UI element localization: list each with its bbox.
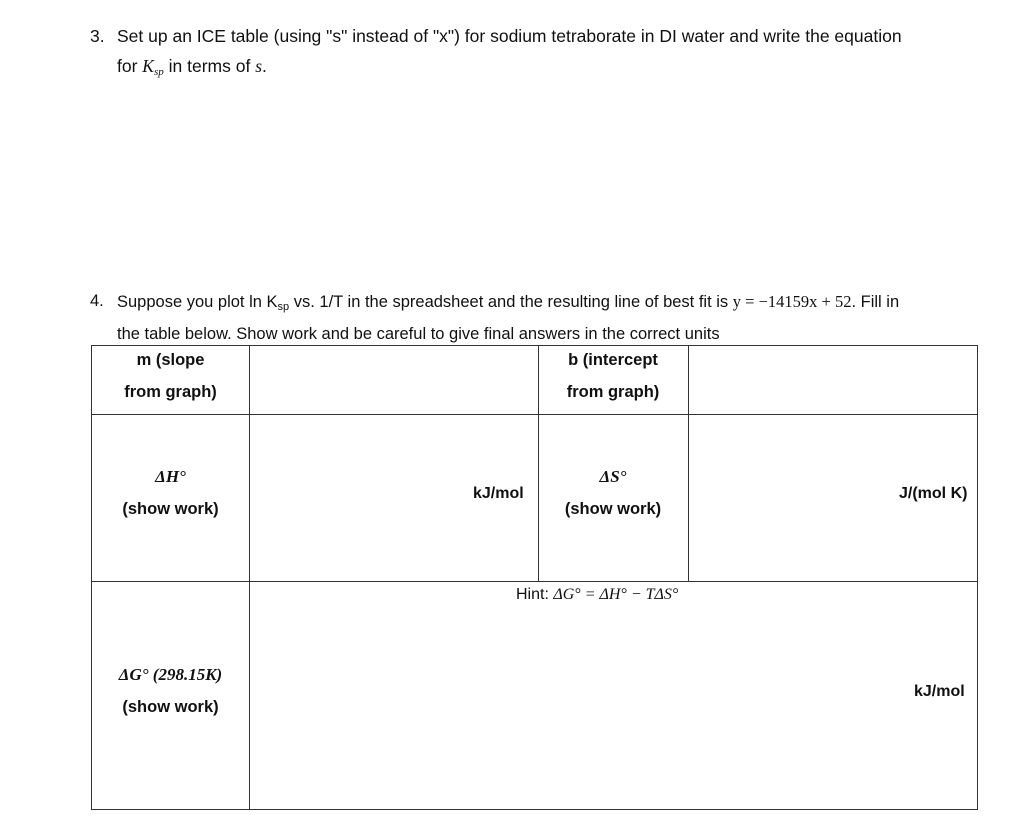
q4-ksp-subscript: sp [277,301,290,313]
b-intercept-label-line-1: b (intercept [568,351,658,369]
q3-period: . [262,56,267,76]
q3-text-interms: in terms of [163,56,256,76]
ksp-subscript: sp [153,66,164,78]
row-divider-2 [92,581,977,582]
col-divider-label [249,346,250,810]
question-3-line-1: Set up an ICE table (using "s" instead of "x") for sodium tetraborate in DI water and write the equation [117,26,902,46]
delta-s-symbol: ΔS° [599,467,627,486]
question-4-number: 4. [90,292,104,310]
q3-text-for: for [117,56,143,76]
col-divider-label-2 [688,346,689,582]
hint-text [516,586,678,604]
question-3-number: 3. [90,26,105,46]
delta-h-show-work: (show work) [122,500,219,518]
delta-h-unit: kJ/mol [473,485,524,502]
s-variable: s [255,56,262,76]
question-4 [90,288,899,348]
best-fit-equation: y = −14159x + 52 [732,292,852,311]
b-intercept-label-line-2: from graph) [566,383,660,401]
delta-s-show-work: (show work) [564,500,662,518]
hint-equation: ΔG° = ΔH° − TΔS° [553,586,679,603]
answer-table [91,345,978,810]
q4-text-mid: vs. 1/T in the spreadsheet and the resulting line of best fit is [289,293,733,311]
q4-text-plot: Suppose you plot ln K [117,293,278,311]
hint-label: Hint: [516,586,554,603]
delta-h-label [92,461,249,525]
ksp-symbol: K [142,56,154,76]
delta-g-symbol: ΔG° (298.15K) [118,665,223,684]
row-divider-1 [92,414,977,415]
q4-text-fillin: . Fill in [851,293,900,311]
m-slope-label-line-1: m (slope [136,351,205,369]
m-slope-label [92,344,249,408]
m-slope-label-line-2: from graph) [124,383,217,401]
question-3 [90,21,902,87]
question-4-line-1 [90,288,899,321]
delta-g-label [92,659,249,723]
b-intercept-label [538,344,688,408]
delta-h-symbol: ΔH° [155,467,186,486]
delta-g-unit: kJ/mol [914,683,965,700]
question-4-line-2: the table below. Show work and be careful to give final answers in the correct units [117,325,720,343]
delta-s-unit: J/(mol K) [899,485,968,502]
question-3-line-2 [90,51,902,87]
delta-g-show-work: (show work) [122,698,219,716]
delta-s-label [538,461,688,525]
